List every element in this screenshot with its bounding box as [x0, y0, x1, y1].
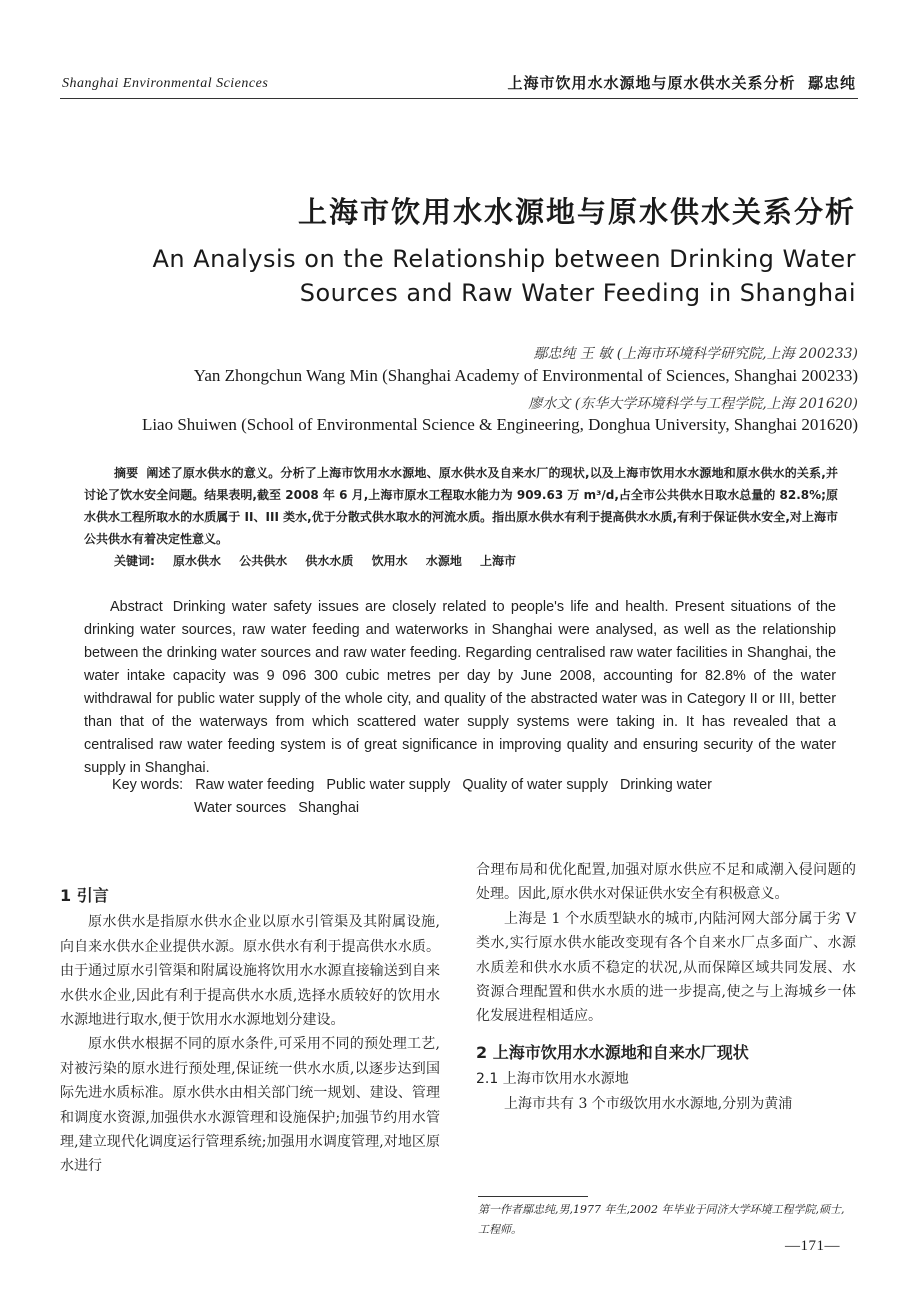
keyword-en: Quality of water supply [462, 777, 608, 793]
keyword-cn: 水源地 [425, 554, 462, 568]
abstract-en-text: Drinking water safety issues are closely related to people's life and health. Present situations of the drinking water sources, raw water feeding and waterworks in Shanghai were analysed, as well as the relationship between the drinking water sources and raw water feeding. Regarding centralised raw water facilities in Shanghai, the water intake capacity was 9 096 300 cubic metres per day by June 2008, accounting for 82.8% of the water withdrawal for public water supply of the whole city, and quality of the abstracted water was in Category II or III, better than that of the waterways from which scattered water supply systems were taking in. It has revealed that a centralised raw water feeding system is of great significance in improving quality and ensuring security of the water supply in Shanghai. [84, 599, 836, 776]
keyword-cn: 供水水质 [305, 554, 354, 568]
keywords-chinese [114, 552, 530, 569]
header-divider [60, 98, 858, 99]
continued-paragraph: 合理布局和优化配置,加强对原水供应不足和咸潮入侵问题的处理。因此,原水供水对保证供水安全有积极意义。 [476, 862, 856, 903]
footnote-divider [478, 1196, 588, 1197]
authors-line2-cn: 廖水文 (东华大学环境科学与工程学院,上海 201620) [528, 396, 858, 412]
keywords-english [112, 774, 812, 820]
section-2-1-paragraph-1: 上海市共有 3 个市级饮用水水源地,分别为黄浦 [504, 1095, 793, 1112]
keyword-cn: 上海市 [480, 554, 517, 568]
author-footnote: 第一作者鄢忠纯,男,1977 年生,2002 年毕业于同济大学环境工程学院,硕士,工程师。 [478, 1203, 845, 1236]
authors-line1-cn: 鄢忠纯 王 敏 (上海市环境科学研究院,上海 200233) [533, 346, 858, 362]
keyword-cn: 原水供水 [173, 554, 222, 568]
abstract-cn-text: 阐述了原水供水的意义。分析了上海市饮用水水源地、原水供水及自来水厂的现状,以及上海市饮用水水源地和原水供水的关系,并讨论了饮水安全问题。结果表明,截至 2008 年 6 月,上海市原水工程取水能力为 909.63 万 m³/d,占全市公共供水日取水总量的 82.8%;原水供水工程所取水的水质属于 II、III 类水,优于分散式供水取水的河流水质。指出原水供水有利于提高供水水质,有利于保证供水安全,对上海市公共供水有着决定性意义。 [84, 466, 838, 546]
title-english: An Analysis on the Relationship between Drinking Water Sources and Raw Water Feeding in Shanghai [152, 245, 856, 307]
body-left-column [60, 858, 440, 1179]
keyword-cn: 公共供水 [239, 554, 288, 568]
title-chinese: 上海市饮用水水源地与原水供水关系分析 [297, 195, 856, 229]
keyword-en: Public water supply [326, 777, 451, 793]
running-author: 鄢忠纯 [807, 74, 856, 92]
authors-line1-en: Yan Zhongchun Wang Min (Shanghai Academy of Environmental of Sciences, Shanghai 200233) [193, 366, 858, 385]
abstract-cn-label: 摘要 [114, 466, 139, 480]
section-1-paragraph-2: 原水供水根据不同的原水条件,可采用不同的预处理工艺,对被污染的原水进行预处理,保证统一供水水质,以逐步达到国际先进水质标准。原水供水由相关部门统一规划、建设、管理和调度水资源,加强供水水源管理和设施保护;加强节约用水管理,建立现代化调度运行管理系统;加强用水调度管理,对地区原水进行 [60, 1036, 440, 1175]
section-1-heading: 1 引言 [60, 886, 109, 905]
abstract-en-label: Abstract [110, 599, 163, 615]
keyword-en: Drinking water [619, 777, 712, 793]
section-1-paragraph-3: 上海是 1 个水质型缺水的城市,内陆河网大部分属于劣 V 类水,实行原水供水能改变现有各个自来水厂点多面广、水源水质差和供水水质不稳定的状况,从而保障区域共同发展、水资源合理配置和供水水质的进一步提高,使之与上海城乡一体化发展进程相适应。 [476, 910, 856, 1025]
keyword-en: Water sources [194, 800, 287, 816]
body-right-column [476, 858, 856, 1116]
keywords-en-label: Key words: [112, 777, 184, 793]
journal-name: Shanghai Environmental Sciences [62, 76, 269, 91]
abstract-chinese [84, 462, 838, 550]
section-2-1-heading: 2.1 上海市饮用水水源地 [476, 1071, 629, 1088]
keyword-en: Shanghai [298, 800, 360, 816]
keyword-en: Raw water feeding [195, 777, 315, 793]
page-number: —171— [785, 1238, 840, 1254]
abstract-english [84, 596, 836, 780]
authors-line2-en: Liao Shuiwen (School of Environmental Science & Engineering, Donghua University, Shanghai 201620) [141, 415, 858, 434]
running-header [508, 72, 856, 93]
keywords-cn-label: 关键词: [114, 554, 155, 568]
section-2-heading: 2 上海市饮用水水源地和自来水厂现状 [476, 1042, 749, 1062]
section-1-paragraph-1: 原水供水是指原水供水企业以原水引管渠及其附属设施,向自来水供水企业提供水源。原水供水有利于提高供水水质。由于通过原水引管渠和附属设施将饮用水水源直接输送到自来水供水企业,因此有利于提高供水水质,选择水质较好的饮用水水源地进行取水,便于饮用水水源地划分建设。 [60, 914, 440, 1029]
running-title: 上海市饮用水水源地与原水供水关系分析 [507, 74, 796, 92]
keyword-cn: 饮用水 [371, 554, 408, 568]
